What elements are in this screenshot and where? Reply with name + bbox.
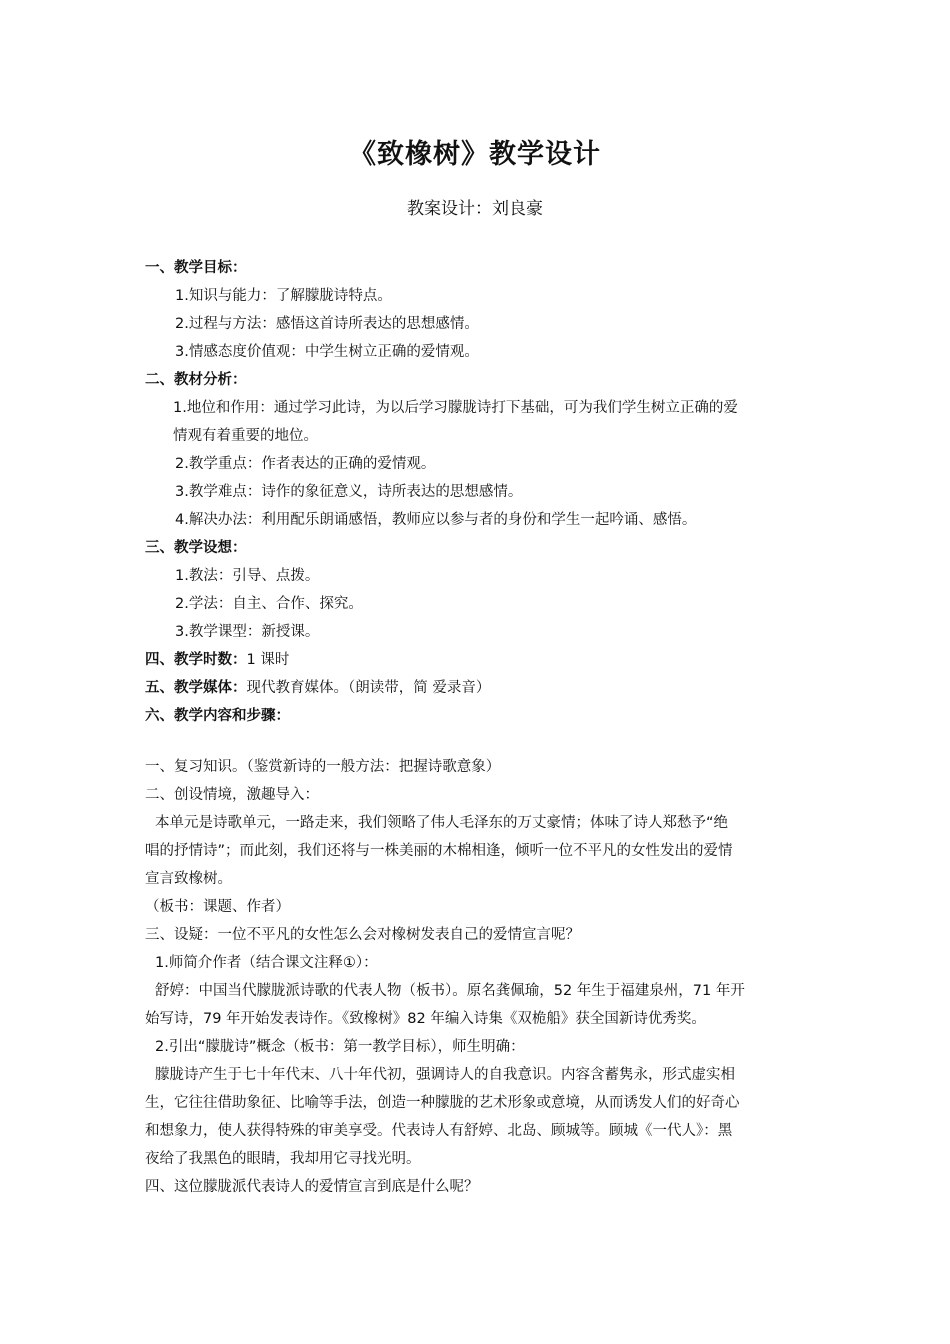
step-paragraph-continuation: 始写诗，79 年开始发表诗作。《致橡树》82 年编入诗集《双桅船》获全国新诗优秀奖。 <box>145 1011 706 1027</box>
step-paragraph-continuation: 夜给了我黑色的眼睛，我却用它寻找光明。 <box>145 1151 421 1167</box>
section-heading: 四、教学时数： <box>145 652 247 668</box>
step-paragraph: 一、复习知识。（鉴赏新诗的一般方法：把握诗歌意象） <box>145 759 501 775</box>
list-item: 1.知识与能力：了解朦胧诗特点。 <box>175 288 392 304</box>
author-line: 教案设计：刘良豪 <box>407 199 543 219</box>
step-paragraph: 四、这位朦胧派代表诗人的爱情宣言到底是什么呢？ <box>145 1179 479 1195</box>
list-item: 3.情感态度价值观：中学生树立正确的爱情观。 <box>175 344 479 360</box>
section-heading: 三、教学设想： <box>145 540 247 556</box>
lesson-steps <box>145 753 813 1201</box>
section-heading: 六、教学内容和步骤： <box>145 708 290 724</box>
list-item: 2.教学重点：作者表达的正确的爱情观。 <box>175 456 436 472</box>
step-paragraph: （板书：课题、作者） <box>145 899 290 915</box>
list-item-continuation: 情观有着重要的地位。 <box>173 428 318 444</box>
section-row <box>145 646 813 674</box>
step-paragraph-continuation: 和想象力，使人获得特殊的审美享受。代表诗人有舒婷、北岛、顾城等。顾城《一代人》：黑 <box>145 1123 733 1139</box>
section-row <box>145 674 813 702</box>
list-item: 2.过程与方法：感悟这首诗所表达的思想感情。 <box>175 316 479 332</box>
step-paragraph: 1.师简介作者（结合课文注释①）： <box>155 955 378 971</box>
list-item: 3.教学课型：新授课。 <box>175 624 320 640</box>
step-paragraph: 本单元是诗歌单元，一路走来，我们领略了伟人毛泽东的万丈豪情；体味了诗人郑愁予“绝 <box>155 815 729 831</box>
section-value: 现代教育媒体。（朗读带，简 爱录音） <box>246 680 491 696</box>
section-heading: 二、教材分析： <box>145 372 247 388</box>
list-item: 2.学法：自主、合作、探究。 <box>175 596 363 612</box>
step-paragraph: 三、设疑：一位不平凡的女性怎么会对橡树发表自己的爱情宣言呢？ <box>145 927 580 943</box>
section-heading: 一、教学目标： <box>145 260 247 276</box>
lesson-outline <box>145 254 813 730</box>
list-item: 4.解决办法：利用配乐朗诵感悟，教师应以参与者的身份和学生一起吟诵、感悟。 <box>175 512 697 528</box>
step-paragraph-continuation: 唱的抒情诗”；而此刻，我们还将与一株美丽的木棉相逢，倾听一位不平凡的女性发出的爱情 <box>145 843 733 859</box>
step-paragraph: 舒婷：中国当代朦胧派诗歌的代表人物（板书）。原名龚佩瑜，52 年生于福建泉州，71 年开 <box>155 983 745 999</box>
document-title: 《致橡树》教学设计 <box>349 139 601 170</box>
step-paragraph-continuation: 生，它往往借助象征、比喻等手法，创造一种朦胧的艺术形象或意境，从而诱发人们的好奇心 <box>145 1095 740 1111</box>
list-item: 3.教学难点：诗作的象征意义，诗所表达的思想感情。 <box>175 484 523 500</box>
list-item: 1.地位和作用：通过学习此诗，为以后学习朦胧诗打下基础，可为我们学生树立正确的爱 <box>173 400 738 416</box>
step-paragraph: 2.引出“朦胧诗”概念（板书：第一教学目标），师生明确： <box>155 1039 525 1055</box>
section-value: 1 课时 <box>246 652 290 668</box>
step-paragraph: 二、创设情境，激趣导入： <box>145 787 319 803</box>
section-heading: 五、教学媒体： <box>145 680 247 696</box>
list-item: 1.教法：引导、点拨。 <box>175 568 320 584</box>
step-paragraph: 朦胧诗产生于七十年代末、八十年代初，强调诗人的自我意识。内容含蓄隽永，形式虚实相 <box>155 1067 735 1083</box>
step-paragraph-continuation: 宣言致橡树。 <box>145 871 232 887</box>
